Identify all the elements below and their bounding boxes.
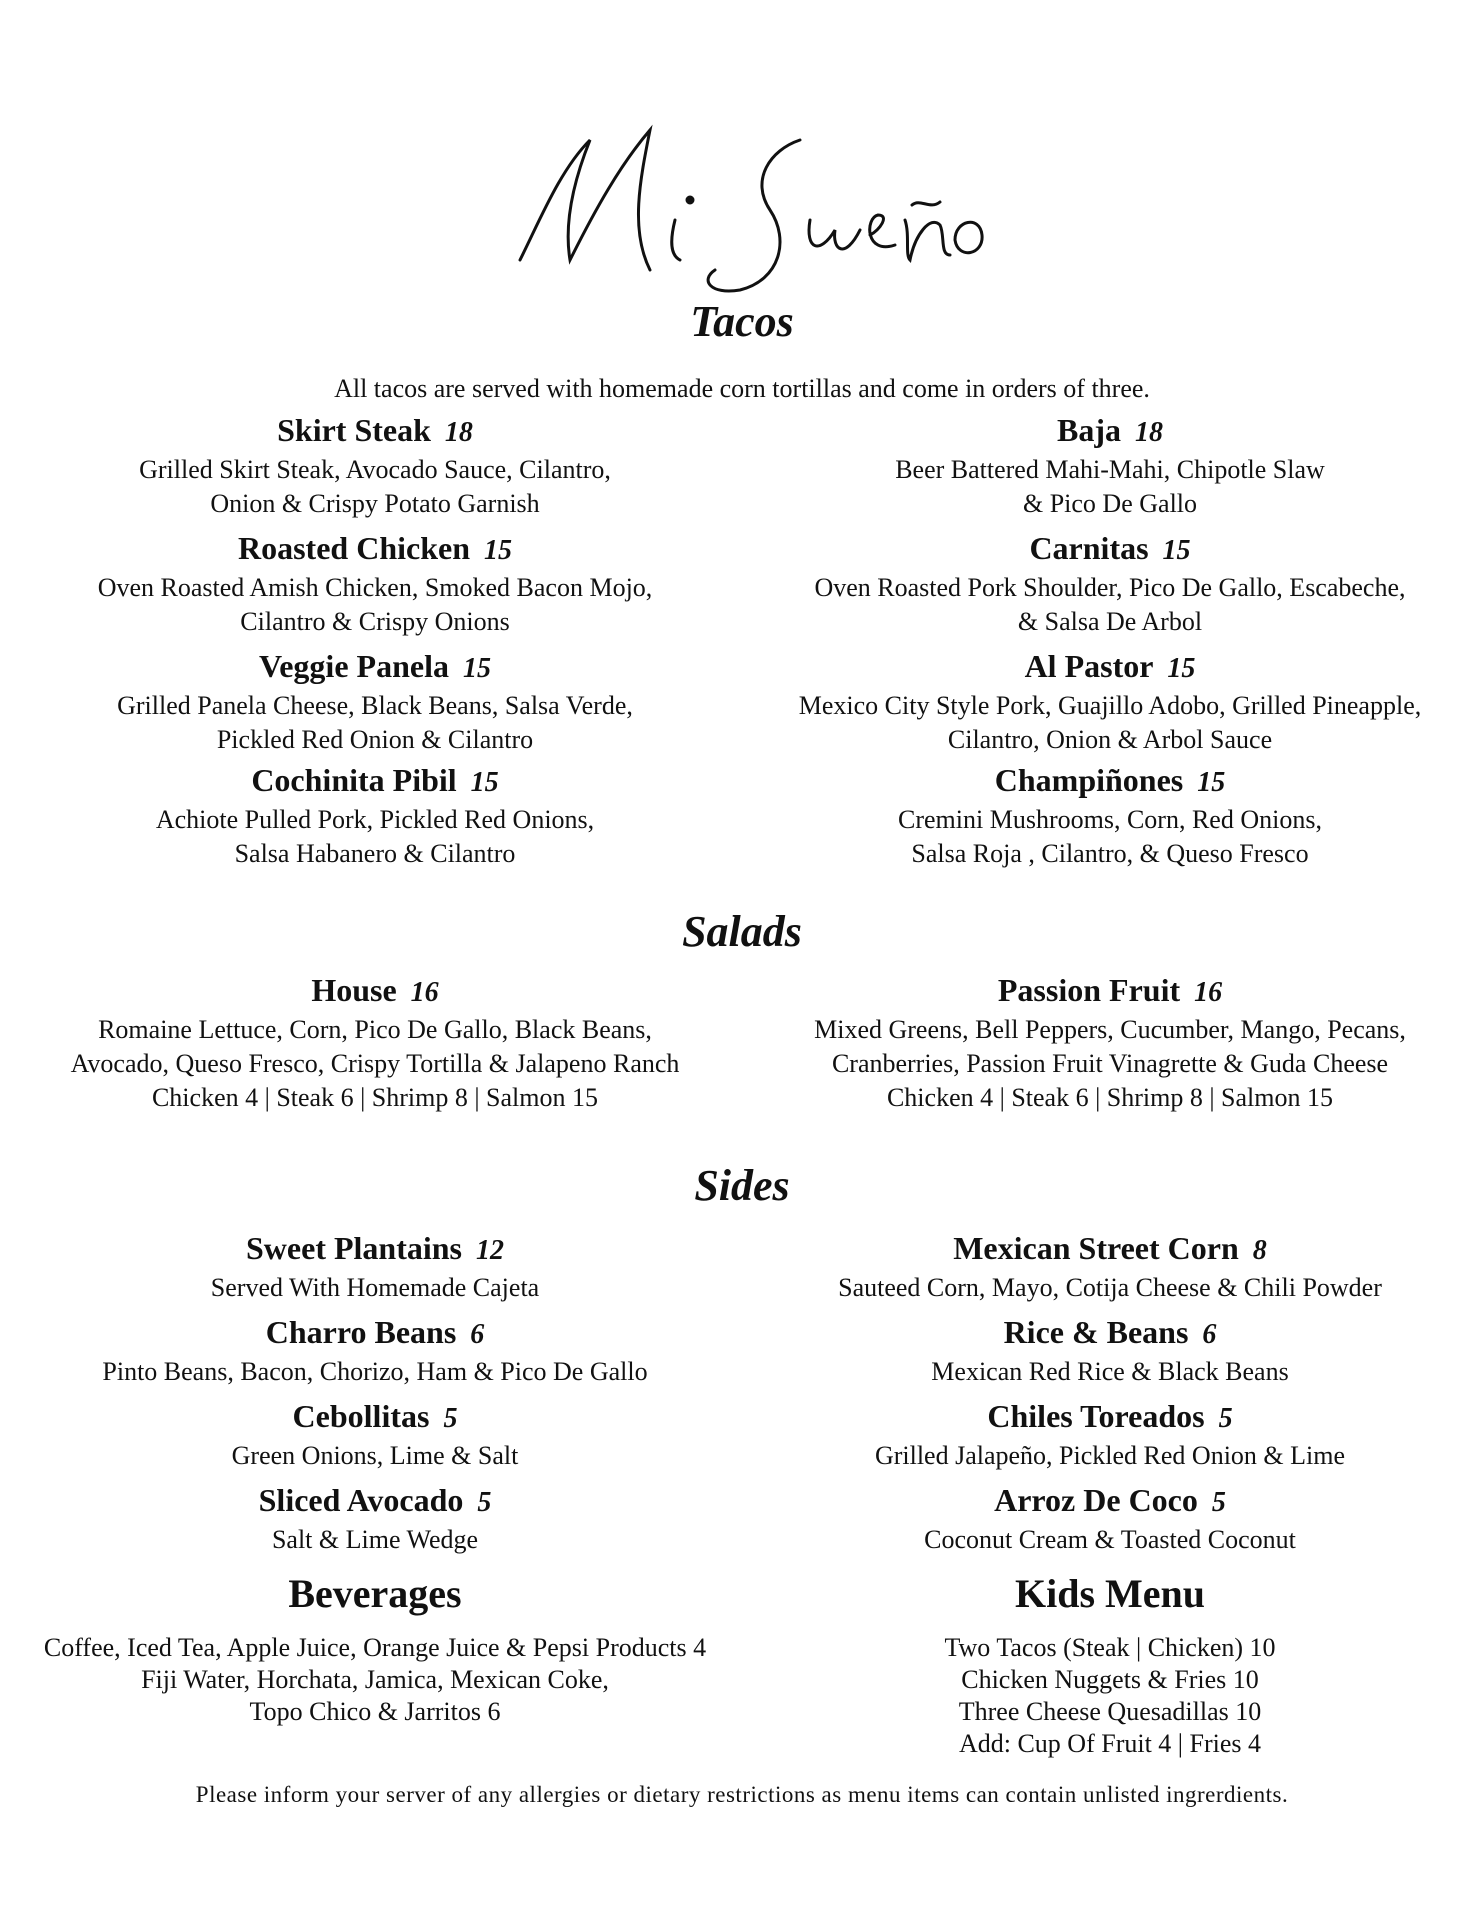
item-price: 15	[1197, 767, 1226, 798]
side-item	[760, 1312, 1460, 1389]
item-name: Cebollitas	[292, 1398, 430, 1434]
item-price: 5	[477, 1487, 492, 1518]
tacos-title: Tacos	[690, 297, 794, 346]
item-desc: Oven Roasted Pork Shoulder, Pico De Gallo, Escabeche,	[814, 573, 1406, 602]
beverages-list	[30, 1632, 720, 1728]
item-name: Skirt Steak	[277, 412, 431, 448]
beverage-line: Topo Chico & Jarritos 6	[249, 1697, 501, 1726]
kids-menu-list	[760, 1632, 1460, 1760]
item-desc: Oven Roasted Amish Chicken, Smoked Bacon Mojo,	[97, 573, 653, 602]
item-price: 6	[470, 1319, 485, 1350]
item-desc: & Salsa De Arbol	[1017, 607, 1203, 636]
item-desc: Salt & Lime Wedge	[271, 1525, 479, 1554]
side-item	[30, 1396, 720, 1473]
item-name: Charro Beans	[265, 1314, 457, 1350]
item-name: Mexican Street Corn	[953, 1230, 1239, 1266]
item-name: Al Pastor	[1024, 648, 1154, 684]
kids-line: Three Cheese Quesadillas 10	[958, 1697, 1262, 1726]
kids-line: Chicken Nuggets & Fries 10	[961, 1665, 1259, 1694]
item-price: 15	[470, 767, 499, 798]
item-name: Chiles Toreados	[987, 1398, 1205, 1434]
item-desc: Pickled Red Onion & Cilantro	[216, 725, 534, 754]
item-desc: & Pico De Gallo	[1022, 489, 1198, 518]
item-desc: Cilantro & Crispy Onions	[240, 607, 510, 636]
item-desc: Grilled Panela Cheese, Black Beans, Salsa Verde,	[117, 691, 633, 720]
salad-right	[760, 970, 1460, 1120]
sides-left-column	[30, 1228, 720, 1568]
sides-title: Sides	[694, 1161, 790, 1210]
item-desc: Beer Battered Mahi-Mahi, Chipotle Slaw	[895, 455, 1325, 484]
item-price: 8	[1252, 1235, 1267, 1266]
item-desc: Avocado, Queso Fresco, Crispy Tortilla & Jalapeno Ranch	[70, 1049, 680, 1078]
tacos-left-column	[30, 410, 720, 870]
item-desc: Sauteed Corn, Mayo, Cotija Cheese & Chili Powder	[838, 1273, 1382, 1302]
item-price: 6	[1202, 1319, 1217, 1350]
item-desc: Cranberries, Passion Fruit Vinagrette & Guda Cheese	[831, 1049, 1389, 1078]
item-price: 18	[444, 417, 473, 448]
tacos-intro: All tacos are served with homemade corn tortillas and come in orders of three.	[334, 374, 1150, 403]
salads-title: Salads	[682, 907, 802, 956]
item-name: Baja	[1057, 412, 1121, 448]
item-name: House	[311, 972, 397, 1008]
item-price: 5	[443, 1403, 458, 1434]
beverage-line: Coffee, Iced Tea, Apple Juice, Orange Juice & Pepsi Products 4	[43, 1633, 707, 1662]
taco-item	[30, 410, 720, 521]
beverage-line: Fiji Water, Horchata, Jamica, Mexican Coke,	[141, 1665, 609, 1694]
item-name: Sweet Plantains	[246, 1230, 462, 1266]
kids-menu-title: Kids Menu	[1014, 1571, 1206, 1616]
item-name: Roasted Chicken	[237, 530, 470, 566]
kids-line: Two Tacos (Steak | Chicken) 10	[944, 1633, 1276, 1662]
item-desc: Salsa Roja , Cilantro, & Queso Fresco	[911, 839, 1309, 868]
item-name: Passion Fruit	[997, 972, 1181, 1008]
taco-item	[760, 410, 1460, 521]
item-desc: Mexico City Style Pork, Guajillo Adobo, Grilled Pineapple,	[798, 691, 1422, 720]
taco-item	[760, 760, 1460, 871]
item-desc: Mexican Red Rice & Black Beans	[931, 1357, 1289, 1386]
tacos-right-column	[760, 410, 1460, 870]
item-price: 15	[1162, 535, 1191, 566]
item-desc: Romaine Lettuce, Corn, Pico De Gallo, Black Beans,	[98, 1015, 652, 1044]
taco-item	[760, 528, 1460, 639]
side-item	[30, 1480, 720, 1557]
item-name: Champiñones	[994, 762, 1184, 798]
sides-right-column	[760, 1228, 1460, 1568]
side-item	[760, 1480, 1460, 1557]
kids-menu-block	[760, 1570, 1460, 1770]
item-price: 16	[410, 977, 439, 1008]
item-name: Rice & Beans	[1003, 1314, 1189, 1350]
item-price: 15	[1167, 653, 1196, 684]
item-desc: Served With Homemade Cajeta	[210, 1273, 540, 1302]
item-addons: Chicken 4 | Steak 6 | Shrimp 8 | Salmon 15	[151, 1083, 599, 1112]
item-desc: Grilled Skirt Steak, Avocado Sauce, Cilantro,	[139, 455, 611, 484]
taco-item	[30, 760, 720, 871]
beverages-title: Beverages	[288, 1571, 462, 1616]
item-price: 15	[462, 653, 491, 684]
item-price: 18	[1135, 417, 1163, 448]
item-desc: Cilantro, Onion & Arbol Sauce	[947, 725, 1273, 754]
item-desc: Onion & Crispy Potato Garnish	[210, 489, 540, 518]
item-desc: Mixed Greens, Bell Peppers, Cucumber, Mango, Pecans,	[814, 1015, 1406, 1044]
item-price: 5	[1218, 1403, 1233, 1434]
side-item	[760, 1396, 1460, 1473]
allergy-notice: Please inform your server of any allergies or dietary restrictions as menu items can contain unlisted ingrerdients.	[195, 1782, 1289, 1807]
item-name: Sliced Avocado	[258, 1482, 464, 1518]
kids-line: Add: Cup Of Fruit 4 | Fries 4	[958, 1729, 1262, 1758]
salad-left	[30, 970, 720, 1120]
item-desc: Achiote Pulled Pork, Pickled Red Onions,	[155, 805, 595, 834]
beverages-block	[30, 1570, 720, 1750]
item-desc: Salsa Habanero & Cilantro	[234, 839, 516, 868]
side-item	[760, 1228, 1460, 1305]
item-desc: Grilled Jalapeño, Pickled Red Onion & Lime	[874, 1441, 1346, 1470]
item-name: Cochinita Pibil	[251, 762, 457, 798]
side-item	[30, 1312, 720, 1389]
salad-item	[30, 970, 720, 1115]
item-price: 5	[1211, 1487, 1226, 1518]
item-desc: Coconut Cream & Toasted Coconut	[924, 1525, 1296, 1554]
mi-sueno-script-logo	[500, 110, 1000, 310]
item-price: 15	[484, 535, 512, 566]
item-name: Carnitas	[1029, 530, 1149, 566]
item-desc: Green Onions, Lime & Salt	[231, 1441, 519, 1470]
item-price: 12	[476, 1235, 504, 1266]
item-desc: Pinto Beans, Bacon, Chorizo, Ham & Pico De Gallo	[102, 1357, 648, 1386]
salad-item	[760, 970, 1460, 1115]
item-name: Veggie Panela	[259, 648, 449, 684]
taco-item	[760, 646, 1460, 757]
item-desc: Cremini Mushrooms, Corn, Red Onions,	[898, 805, 1322, 834]
item-name: Arroz De Coco	[994, 1482, 1198, 1518]
item-addons: Chicken 4 | Steak 6 | Shrimp 8 | Salmon 15	[886, 1083, 1334, 1112]
taco-item	[30, 528, 720, 639]
side-item	[30, 1228, 720, 1305]
item-price: 16	[1194, 977, 1223, 1008]
taco-item	[30, 646, 720, 757]
